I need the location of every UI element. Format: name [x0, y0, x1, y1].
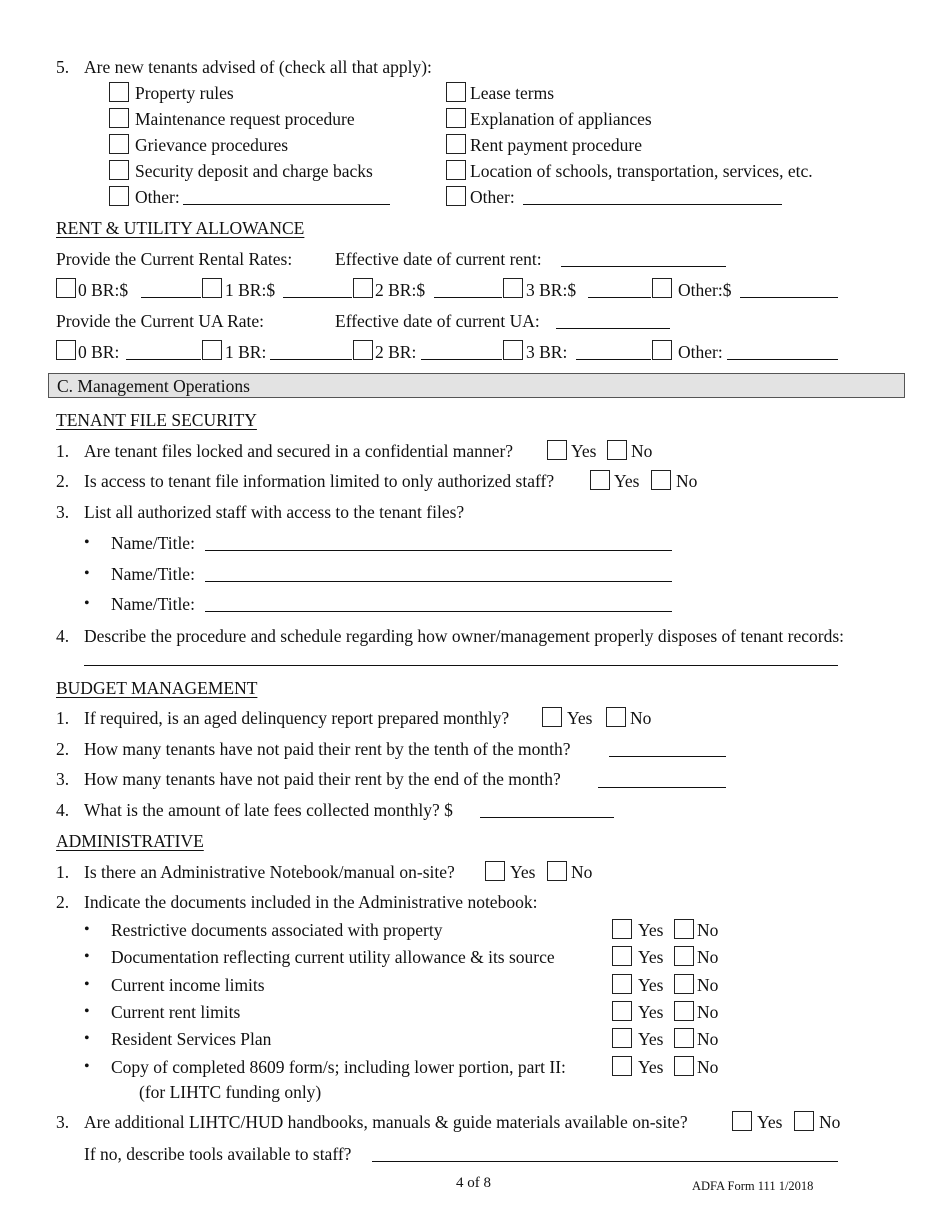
bm-q1-yes-label: Yes	[567, 708, 593, 728]
q5-left-item-3: Grievance procedures	[135, 135, 289, 155]
ua-3br-field[interactable]	[576, 359, 651, 360]
bm-q4-text: What is the amount of late fees collected monthly? $	[84, 800, 453, 820]
checkbox-property-rules[interactable]	[109, 82, 129, 102]
rate-0br-field[interactable]	[141, 297, 201, 298]
late-fees-field[interactable]	[480, 817, 614, 818]
name-title-field-1[interactable]	[205, 550, 672, 551]
bm-q2-field[interactable]	[609, 756, 726, 757]
ua-0br-label: 0 BR:	[78, 342, 120, 362]
checkbox-explanation-appliances[interactable]	[446, 108, 466, 128]
rent-effective-date-label: Effective date of current rent:	[335, 249, 542, 269]
doc-2-yes-checkbox[interactable]	[612, 946, 632, 966]
ad-q3-text: Are additional LIHTC/HUD handbooks, manuals & guide materials available on-site?	[84, 1112, 688, 1132]
ad-q3-no-checkbox[interactable]	[794, 1111, 814, 1131]
ad-q3-yes-label: Yes	[757, 1112, 783, 1132]
doc-3-yes-checkbox[interactable]	[612, 974, 632, 994]
tf-q1-no-checkbox[interactable]	[607, 440, 627, 460]
checkbox-ua-0br[interactable]	[56, 340, 76, 360]
rate-1br-label: 1 BR:$	[225, 280, 276, 300]
doc-4-yes-checkbox[interactable]	[612, 1001, 632, 1021]
name-title-label-1: Name/Title:	[111, 533, 195, 553]
checkbox-left-other[interactable]	[109, 186, 129, 206]
budget-heading: BUDGET MANAGEMENT	[56, 678, 258, 698]
ua-effective-date-label: Effective date of current UA:	[335, 311, 540, 331]
bm-q1-text: If required, is an aged delinquency report prepared monthly?	[84, 708, 510, 728]
bm-q3-number: 3.	[56, 769, 70, 789]
ua-1br-label: 1 BR:	[225, 342, 267, 362]
q5-right-item-4: Location of schools, transportation, services, etc.	[470, 161, 813, 181]
doc-note: (for LIHTC funding only)	[139, 1082, 322, 1102]
checkbox-lease-terms[interactable]	[446, 82, 466, 102]
ua-effective-date-field[interactable]	[556, 328, 670, 329]
doc-2-no-checkbox[interactable]	[674, 946, 694, 966]
doc-2-no-label: No	[697, 947, 719, 967]
tf-q1-yes-checkbox[interactable]	[547, 440, 567, 460]
rate-other-label: Other:$	[678, 280, 732, 300]
ad-q1-yes-label: Yes	[510, 862, 536, 882]
doc-5-no-label: No	[697, 1029, 719, 1049]
doc-6-yes-label: Yes	[638, 1057, 664, 1077]
name-title-label-2: Name/Title:	[111, 564, 195, 584]
ua-rate-label: Provide the Current UA Rate:	[56, 311, 265, 331]
bullet: •	[84, 565, 90, 582]
q5-right-item-2: Explanation of appliances	[470, 109, 652, 129]
bullet: •	[84, 595, 90, 612]
tf-q1-number: 1.	[56, 441, 70, 461]
tf-q3-text: List all authorized staff with access to the tenant files?	[84, 502, 465, 522]
ad-q2-text: Indicate the documents included in the Administrative notebook:	[84, 892, 538, 912]
doc-item-1: Restrictive documents associated with property	[111, 920, 443, 940]
form-id: ADFA Form 111 1/2018	[692, 1179, 814, 1193]
disposal-procedure-field[interactable]	[84, 665, 838, 666]
ua-3br-label: 3 BR:	[526, 342, 568, 362]
doc-5-no-checkbox[interactable]	[674, 1028, 694, 1048]
ua-0br-field[interactable]	[126, 359, 201, 360]
ad-q1-text: Is there an Administrative Notebook/manual on-site?	[84, 862, 455, 882]
checkbox-ua-1br[interactable]	[202, 340, 222, 360]
doc-6-no-label: No	[697, 1057, 719, 1077]
tf-q2-number: 2.	[56, 471, 70, 491]
tenant-file-heading: TENANT FILE SECURITY	[56, 410, 257, 430]
bm-q1-no-checkbox[interactable]	[606, 707, 626, 727]
rental-rates-label: Provide the Current Rental Rates:	[56, 249, 293, 269]
tf-q2-no-label: No	[676, 471, 698, 491]
checkbox-grievance-procedures[interactable]	[109, 134, 129, 154]
ua-other-label: Other:	[678, 342, 723, 362]
q5-question: Are new tenants advised of (check all that apply):	[84, 57, 432, 77]
bm-q4-number: 4.	[56, 800, 70, 820]
bullet: •	[84, 1003, 90, 1020]
tf-q2-yes-checkbox[interactable]	[590, 470, 610, 490]
q5-left-item-4: Security deposit and charge backs	[135, 161, 373, 181]
name-title-field-2[interactable]	[205, 581, 672, 582]
doc-6-yes-checkbox[interactable]	[612, 1056, 632, 1076]
checkbox-ua-other[interactable]	[652, 340, 672, 360]
rate-other-field[interactable]	[740, 297, 838, 298]
checkbox-ua-2br[interactable]	[353, 340, 373, 360]
bm-q3-text: How many tenants have not paid their rent by the end of the month?	[84, 769, 561, 789]
ad-q1-no-checkbox[interactable]	[547, 861, 567, 881]
tools-available-field[interactable]	[372, 1161, 838, 1162]
bm-q1-no-label: No	[630, 708, 652, 728]
bm-q1-number: 1.	[56, 708, 70, 728]
doc-4-yes-label: Yes	[638, 1002, 664, 1022]
bullet: •	[84, 1030, 90, 1047]
name-title-field-3[interactable]	[205, 611, 672, 612]
ua-other-field[interactable]	[727, 359, 838, 360]
ad-q3-followup: If no, describe tools available to staff?	[84, 1144, 352, 1164]
doc-1-no-label: No	[697, 920, 719, 940]
tf-q4-number: 4.	[56, 626, 70, 646]
doc-6-no-checkbox[interactable]	[674, 1056, 694, 1076]
name-title-label-3: Name/Title:	[111, 594, 195, 614]
ua-2br-field[interactable]	[421, 359, 502, 360]
q5-left-item-1: Property rules	[135, 83, 234, 103]
checkbox-location-schools[interactable]	[446, 160, 466, 180]
checkbox-rate-2br[interactable]	[353, 278, 373, 298]
checkbox-right-other[interactable]	[446, 186, 466, 206]
ad-q1-number: 1.	[56, 862, 70, 882]
tf-q1-no-label: No	[631, 441, 653, 461]
checkbox-maintenance-request[interactable]	[109, 108, 129, 128]
rate-1br-field[interactable]	[283, 297, 352, 298]
doc-3-yes-label: Yes	[638, 975, 664, 995]
tf-q1-yes-label: Yes	[571, 441, 597, 461]
doc-5-yes-checkbox[interactable]	[612, 1028, 632, 1048]
checkbox-rent-payment[interactable]	[446, 134, 466, 154]
checkbox-rate-3br[interactable]	[503, 278, 523, 298]
bullet: •	[84, 1058, 90, 1075]
tf-q2-yes-label: Yes	[614, 471, 640, 491]
bullet: •	[84, 976, 90, 993]
tf-q4-text: Describe the procedure and schedule regarding how owner/management properly disposes of tenant records:	[84, 626, 845, 646]
tf-q3-number: 3.	[56, 502, 70, 522]
checkbox-rate-1br[interactable]	[202, 278, 222, 298]
rent-effective-date-field[interactable]	[561, 266, 726, 267]
ad-q1-yes-checkbox[interactable]	[485, 861, 505, 881]
rate-0br-label: 0 BR:$	[78, 280, 129, 300]
doc-4-no-label: No	[697, 1002, 719, 1022]
ad-q3-yes-checkbox[interactable]	[732, 1111, 752, 1131]
checkbox-security-deposit[interactable]	[109, 160, 129, 180]
section-c-title: C. Management Operations	[57, 376, 250, 396]
page-number: 4 of 8	[456, 1175, 491, 1191]
doc-item-3: Current income limits	[111, 975, 265, 995]
doc-4-no-checkbox[interactable]	[674, 1001, 694, 1021]
ua-1br-field[interactable]	[270, 359, 352, 360]
q5-number: 5.	[56, 57, 70, 77]
rate-3br-label: 3 BR:$	[526, 280, 577, 300]
checkbox-rate-0br[interactable]	[56, 278, 76, 298]
doc-1-yes-checkbox[interactable]	[612, 919, 632, 939]
doc-item-4: Current rent limits	[111, 1002, 241, 1022]
q5-left-other-label: Other:	[135, 187, 180, 207]
bm-q1-yes-checkbox[interactable]	[542, 707, 562, 727]
bm-q2-number: 2.	[56, 739, 70, 759]
q5-right-item-3: Rent payment procedure	[470, 135, 643, 155]
doc-3-no-label: No	[697, 975, 719, 995]
ua-2br-label: 2 BR:	[375, 342, 417, 362]
doc-item-6: Copy of completed 8609 form/s; including lower portion, part II:	[111, 1057, 566, 1077]
doc-item-2: Documentation reflecting current utility allowance & its source	[111, 947, 555, 967]
tf-q2-text: Is access to tenant file information limited to only authorized staff?	[84, 471, 555, 491]
bm-q2-text: How many tenants have not paid their rent by the tenth of the month?	[84, 739, 571, 759]
rent-utility-heading: RENT & UTILITY ALLOWANCE	[56, 218, 305, 238]
q5-right-item-1: Lease terms	[470, 83, 555, 103]
doc-1-yes-label: Yes	[638, 920, 664, 940]
rate-3br-field[interactable]	[588, 297, 651, 298]
rate-2br-label: 2 BR:$	[375, 280, 426, 300]
checkbox-rate-other[interactable]	[652, 278, 672, 298]
doc-3-no-checkbox[interactable]	[674, 974, 694, 994]
doc-2-yes-label: Yes	[638, 947, 664, 967]
right-other-field[interactable]	[523, 204, 782, 205]
bullet: •	[84, 948, 90, 965]
admin-heading: ADMINISTRATIVE	[56, 831, 204, 851]
tf-q2-no-checkbox[interactable]	[651, 470, 671, 490]
q5-left-item-2: Maintenance request procedure	[135, 109, 355, 129]
bullet: •	[84, 534, 90, 551]
bullet: •	[84, 921, 90, 938]
doc-5-yes-label: Yes	[638, 1029, 664, 1049]
tf-q1-text: Are tenant files locked and secured in a confidential manner?	[84, 441, 514, 461]
checkbox-ua-3br[interactable]	[503, 340, 523, 360]
doc-1-no-checkbox[interactable]	[674, 919, 694, 939]
bm-q3-field[interactable]	[598, 787, 726, 788]
ad-q3-no-label: No	[819, 1112, 841, 1132]
ad-q2-number: 2.	[56, 892, 70, 912]
q5-right-other-label: Other:	[470, 187, 515, 207]
ad-q1-no-label: No	[571, 862, 593, 882]
left-other-field[interactable]	[183, 204, 390, 205]
ad-q3-number: 3.	[56, 1112, 70, 1132]
doc-item-5: Resident Services Plan	[111, 1029, 272, 1049]
rate-2br-field[interactable]	[434, 297, 502, 298]
